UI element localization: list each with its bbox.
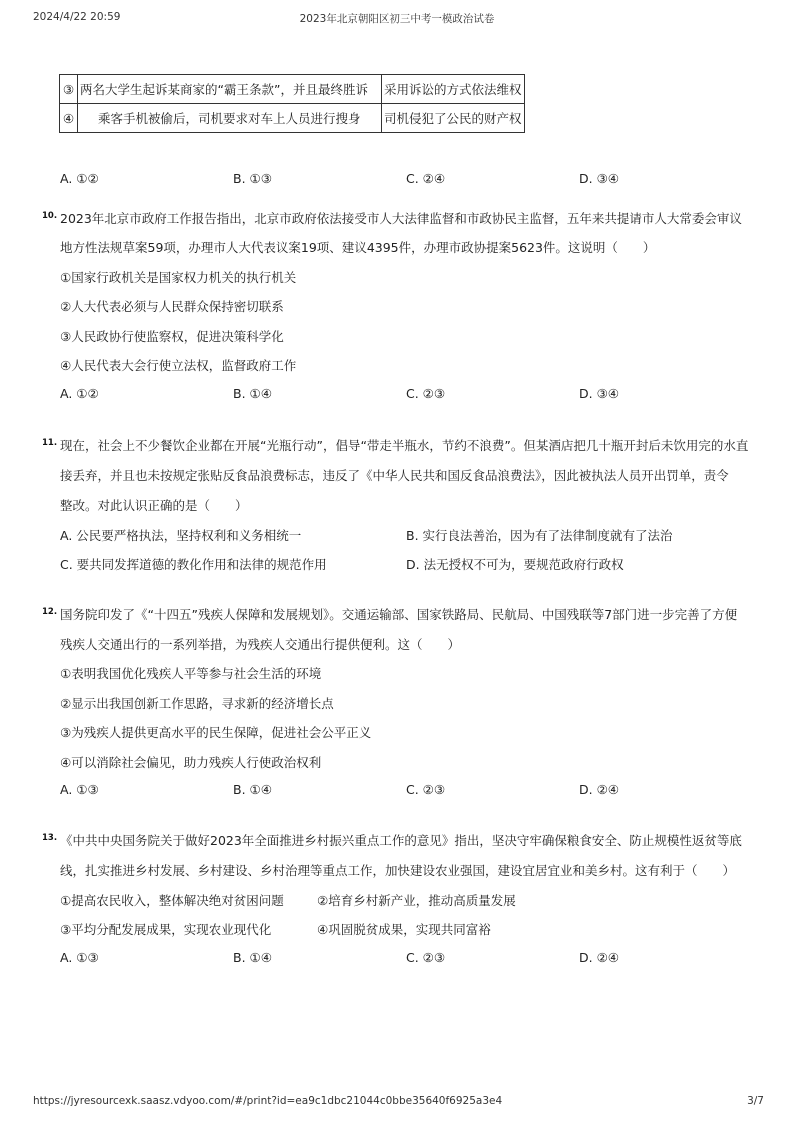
statement-3: ③为残疾人提供更高水平的民生保障，促进社会公平正义 — [60, 725, 372, 740]
statement-2: ②显示出我国创新工作思路，寻求新的经济增长点 — [60, 696, 334, 711]
table-row — [60, 75, 525, 104]
question-number: 11. — [42, 438, 58, 448]
question-stem-line: 现在，社会上不少餐饮企业都在开展“光瓶行动”，倡导“带走半瓶水，节约不浪费”。但某酒店把几十瓶开封后未饮用完的水直 — [60, 438, 749, 453]
row-number: ③ — [60, 75, 78, 104]
option-c[interactable]: C. ②③ — [406, 782, 446, 797]
statement-1: ①国家行政机关是国家权力机关的执行机关 — [60, 270, 297, 285]
option-b[interactable]: B. ①④ — [233, 950, 272, 965]
statement-4: ④巩固脱贫成果，实现共同富裕 — [317, 922, 491, 937]
statement-2: ②培育乡村新产业，推动高质量发展 — [317, 893, 516, 908]
document-title: 2023年北京朝阳区初三中考一模政治试卷 — [299, 13, 495, 25]
option-a[interactable]: A. ①③ — [60, 782, 99, 797]
case-table — [59, 74, 525, 133]
statement-4: ④可以消除社会偏见，助力残疾人行使政治权利 — [60, 755, 322, 770]
source-url[interactable]: https://jyresourcexk.saasz.vdyoo.com/#/print?id=ea9c1dbc21044c0bbe35640f6925a3e4 — [33, 1095, 503, 1107]
statement-2: ②人大代表必须与人民群众保持密切联系 — [60, 299, 284, 314]
option-b[interactable]: B. 实行良法善治，因为有了法律制度就有了法治 — [406, 528, 673, 543]
question-stem-line: 线，扎实推进乡村发展、乡村建设、乡村治理等重点工作，加快建设农业强国，建设宜居宜业和美乡村。这有利于（ ） — [60, 863, 736, 878]
option-c[interactable]: C. 要共同发挥道德的教化作用和法律的规范作用 — [60, 557, 327, 572]
option-d[interactable]: D. ②④ — [579, 782, 619, 797]
option-c[interactable]: C. ②③ — [406, 950, 446, 965]
statement-1: ①提高农民收入，整体解决绝对贫困问题 — [60, 893, 284, 908]
question-number: 13. — [42, 833, 58, 843]
option-a[interactable]: A. 公民要严格执法，坚持权利和义务相统一 — [60, 528, 302, 543]
option-a[interactable]: A. ①② — [60, 386, 99, 401]
option-a[interactable]: A. ①③ — [60, 950, 99, 965]
row-number: ④ — [60, 104, 78, 133]
table-row — [60, 104, 525, 133]
option-b[interactable]: B. ①③ — [233, 171, 272, 186]
question-stem-line: 接丢弃，并且也未按规定张贴反食品浪费标志，违反了《中华人民共和国反食品浪费法》，因此被执法人员开出罚单，责令 — [60, 468, 729, 483]
statement-3: ③平均分配发展成果，实现农业现代化 — [60, 922, 272, 937]
statement-1: ①表明我国优化残疾人平等参与社会生活的环境 — [60, 666, 322, 681]
print-datetime: 2024/4/22 20:59 — [33, 11, 121, 23]
option-d[interactable]: D. ③④ — [579, 386, 619, 401]
page-header — [0, 0, 794, 30]
option-d[interactable]: D. 法无授权不可为，要规范政府行政权 — [406, 557, 624, 572]
question-stem-line: 地方性法规草案59项，办理市人大代表议案19项、建议4395件，办理市政协提案5623件。这说明（ ） — [60, 240, 656, 255]
question-stem-line: 残疾人交通出行的一系列举措，为残疾人交通出行提供便利。这（ ） — [60, 637, 461, 652]
page-number: 3/7 — [747, 1095, 764, 1107]
option-d[interactable]: D. ②④ — [579, 950, 619, 965]
statement-3: ③人民政协行使监察权，促进决策科学化 — [60, 329, 284, 344]
option-b[interactable]: B. ①④ — [233, 782, 272, 797]
question-number: 10. — [42, 211, 58, 221]
row-analysis: 司机侵犯了公民的财产权 — [382, 104, 525, 133]
row-situation: 两名大学生起诉某商家的“霸王条款”，并且最终胜诉 — [78, 75, 382, 104]
question-stem-line: 国务院印发了《“十四五”残疾人保障和发展规划》。交通运输部、国家铁路局、民航局、中国残联等7部门进一步完善了方便 — [60, 607, 738, 622]
question-number: 12. — [42, 607, 58, 617]
question-stem-line: 整改。对此认识正确的是（ ） — [60, 498, 248, 513]
question-stem-line: 《中共中央国务院关于做好2023年全面推进乡村振兴重点工作的意见》指出，坚决守牢确保粮食安全、防止规模性返贫等底 — [60, 833, 742, 848]
row-situation: 乘客手机被偷后，司机要求对车上人员进行搜身 — [78, 104, 382, 133]
option-a[interactable]: A. ①② — [60, 171, 99, 186]
statement-4: ④人民代表大会行使立法权，监督政府工作 — [60, 358, 297, 373]
option-c[interactable]: C. ②③ — [406, 386, 446, 401]
row-analysis: 采用诉讼的方式依法维权 — [382, 75, 525, 104]
option-c[interactable]: C. ②④ — [406, 171, 446, 186]
question-stem-line: 2023年北京市政府工作报告指出，北京市政府依法接受市人大法律监督和市政协民主监督，五年来共提请市人大常委会审议 — [60, 211, 742, 226]
option-d[interactable]: D. ③④ — [579, 171, 619, 186]
option-b[interactable]: B. ①④ — [233, 386, 272, 401]
